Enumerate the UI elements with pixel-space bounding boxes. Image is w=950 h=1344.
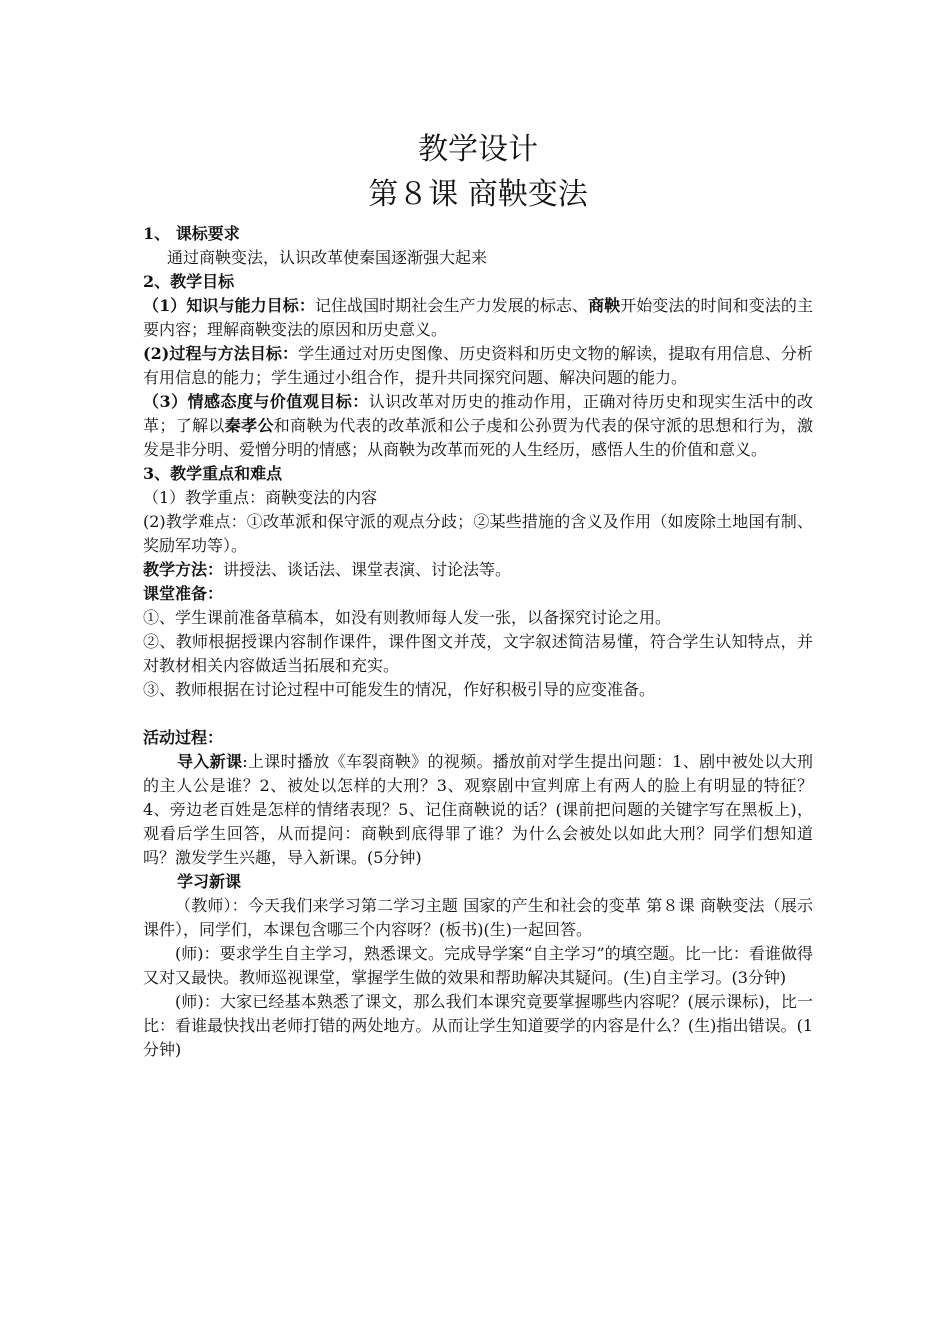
doc-title: 教学设计: [418, 132, 538, 167]
class-prep-item-2: ②、教师根据授课内容制作课件，课件图文并茂，文字叙述简洁易懂，符合学生认知特点，并对教材相关内容做适当拓展和充实。: [143, 632, 813, 675]
teaching-method: [143, 558, 813, 582]
learn-paragraph-1: （教师）：今天我们来学习第二学习主题 国家的产生和社会的变革 第８课 商鞅变法（展示课件），同学们，本课包含哪三个内容呀？(板书)(生)一起回答。: [143, 896, 813, 939]
document-page: [143, 128, 813, 1062]
goal-knowledge-bold-term: 商鞅: [588, 296, 621, 315]
goal-emotion-text-a: 认识改革对历史的推动作用，正确对待历史和现实生活中的改革；了解以: [143, 392, 813, 435]
activity-label: 活动过程：: [143, 728, 224, 747]
learn-paragraph-2: (师)：要求学生自主学习，熟悉课文。完成导学案“自主学习”的填空题。比一比：看谁做得又对又最快。教师巡视课堂，掌握学生做的效果和帮助解决其疑问。(生)自主学习。(3分钟): [143, 944, 813, 987]
goal-knowledge-text-a: 记住战国时期社会生产力发展的标志、: [314, 296, 589, 315]
goal-knowledge: [143, 294, 813, 342]
doc-subtitle: 第８课 商鞅变法: [368, 177, 588, 212]
goal-process-label: (2)过程与方法目标：: [143, 344, 299, 363]
learn-paragraph-3: (师)：大家已经基本熟悉了课文，那么我们本课究竟要掌握哪些内容呢？(展示课标)，比一比：看谁最快找出老师打错的两处地方。从而让学生知道要学的内容是什么？(生)指出错误。(1分钟): [143, 992, 813, 1059]
goal-process-text: 学生通过对历史图像、历史资料和历史文物的解读，提取有用信息、分析有用信息的能力；学生通过小组合作，提升共同探究问题、解决问题的能力。: [143, 344, 813, 387]
key-point: （1）教学重点：商鞅变法的内容: [143, 488, 378, 507]
goal-knowledge-label: （1）知识与能力目标：: [143, 296, 315, 315]
teaching-method-text: 讲授法、谈话法、课堂表演、讨论法等。: [223, 560, 512, 579]
curriculum-requirement: 通过商鞅变法，认识改革使秦国逐渐强大起来: [167, 248, 488, 267]
goal-emotion-bold-term: 秦孝公: [224, 416, 274, 435]
goal-process: [143, 342, 813, 390]
spacer: [143, 702, 813, 726]
goal-knowledge-text-b: 开始变法的时间和变法的主要内容；理解商鞅变法的原因和历史意义。: [143, 296, 813, 339]
intro-label: 导入新课: [177, 752, 243, 771]
class-prep-item-1: ①、学生课前准备草稿本，如没有则教师每人发一张，以备探究讨论之用。: [143, 608, 672, 627]
class-prep-label: 课堂准备：: [143, 584, 224, 603]
section-heading-2: 2、教学目标: [143, 272, 235, 291]
teaching-method-label: 教学方法：: [143, 560, 224, 579]
goal-emotion-label: （3）情感态度与价值观目标：: [143, 392, 369, 411]
difficult-point: (2)教学难点：①改革派和保守派的观点分歧；②某些措施的含义及作用（如废除土地国有制、奖励军功等）。: [143, 512, 813, 555]
intro-text: :上课时播放《车裂商鞅》的视频。播放前对学生提出问题：1、剧中被处以大刑的主人公是谁？2、被处以怎样的大刑？3、观察剧中宣判席上有两人的脸上有明显的特征？4、旁边老百姓是怎样的情绪表现？5、记住商鞅说的话？(课前把问题的关键字写在黑板上)，观看后学生回答，从而提问：商鞅到底得罪了谁？为什么会被处以如此大刑？同学们想知道吗？激发学生兴趣，导入新课。(5分钟): [143, 752, 813, 867]
goal-emotion-text-b: 和商鞅为代表的改革派和公子虔和公孙贾为代表的保守派的思想和行为，激发是非分明、爱憎分明的情感；从商鞅为改革而死的人生经历，感悟人生的价值和意义。: [143, 416, 813, 459]
section-heading-3: 3、教学重点和难点: [143, 464, 283, 483]
class-prep-item-3: ③、教师根据在讨论过程中可能发生的情况，作好积极引导的应变准备。: [143, 680, 656, 699]
section-heading-1: 1、 课标要求: [143, 224, 240, 243]
goal-emotion: [143, 390, 813, 462]
learn-new-label: 学习新课: [177, 872, 242, 891]
intro-paragraph: [143, 750, 813, 870]
